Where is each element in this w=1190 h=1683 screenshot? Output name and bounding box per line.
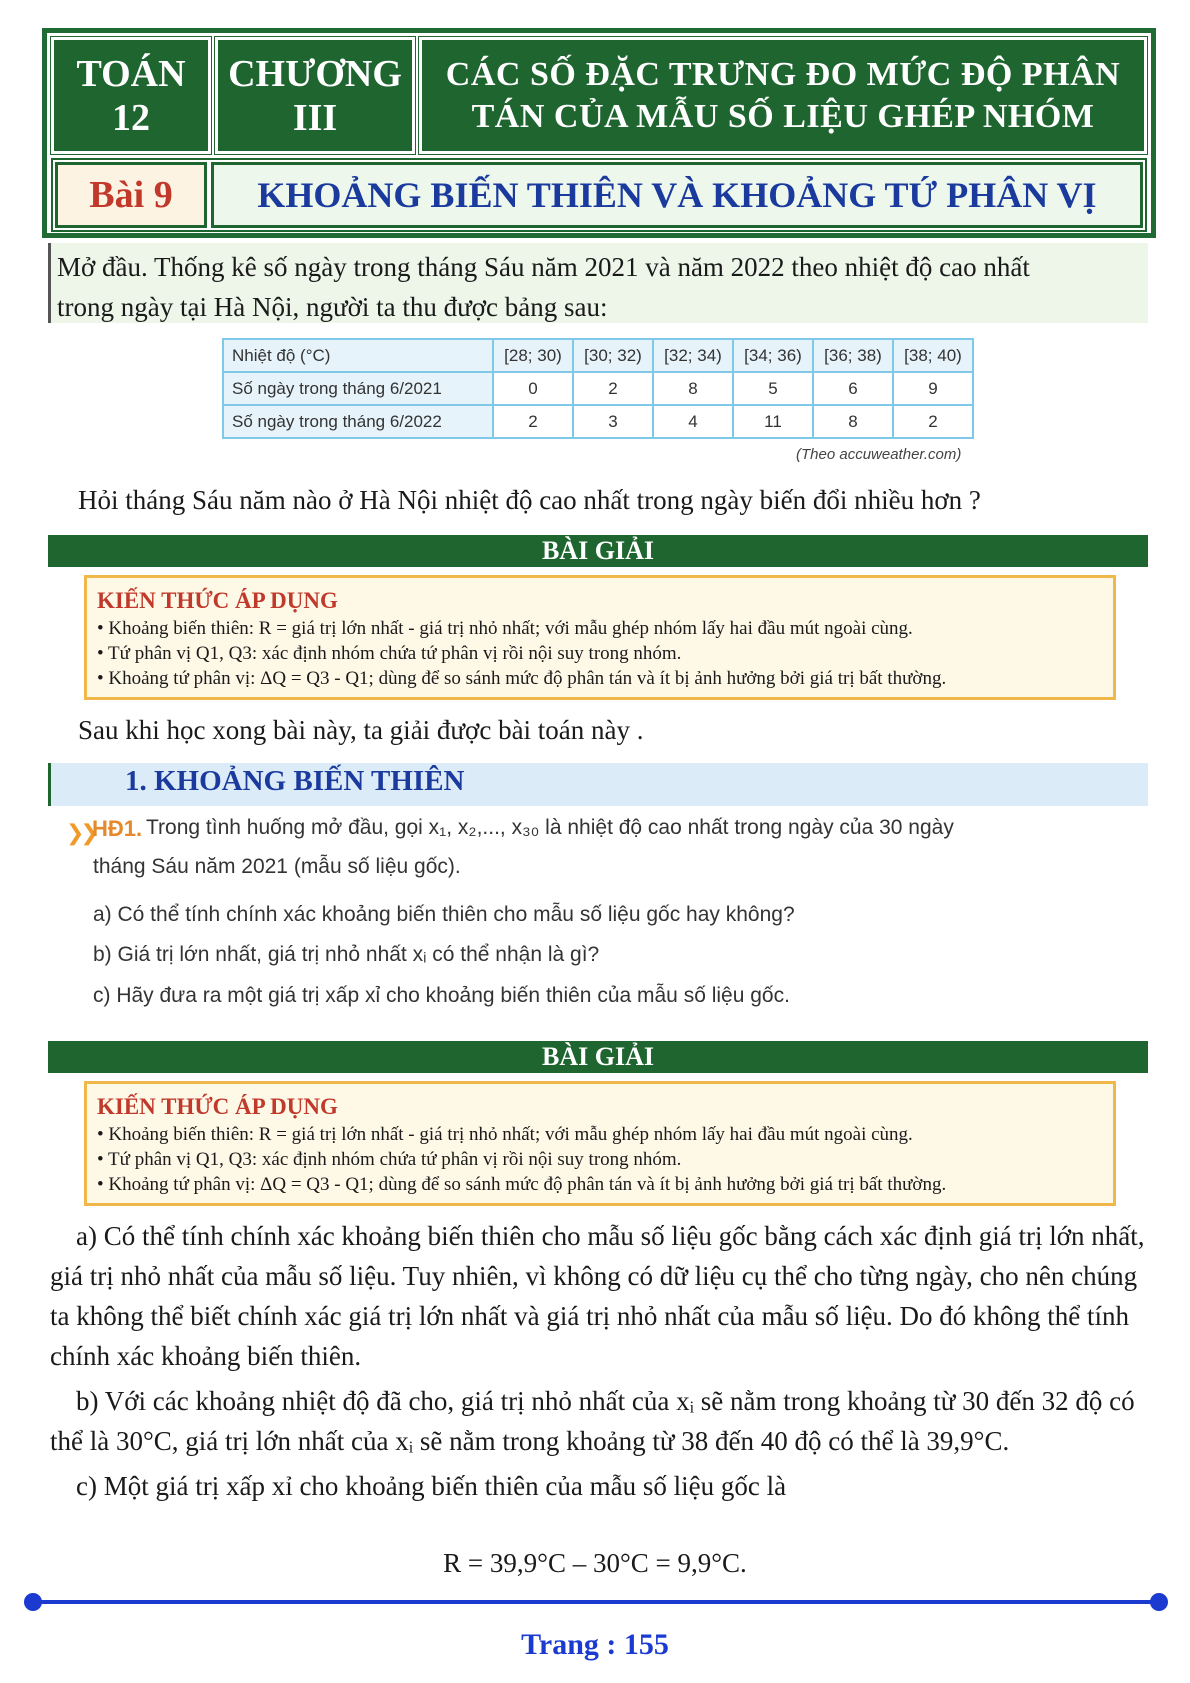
table-row [223, 372, 973, 405]
section-heading [48, 763, 1148, 806]
knowledge-title: KIẾN THỨC ÁP DỤNG [97, 1094, 338, 1119]
knowledge-item: • Khoảng tứ phân vị: ΔQ = Q3 - Q1; dùng để so sánh mức độ phân tán và ít bị ảnh hưởng bởi giá trị bất thường. [97, 1174, 947, 1195]
chapter-title-cell [419, 37, 1147, 154]
table-cell: [28; 30) [493, 339, 573, 372]
subject-grade: 12 [111, 96, 150, 139]
table-header-row [223, 339, 973, 372]
subject-cell [51, 37, 211, 154]
knowledge-item: • Tứ phân vị Q1, Q3: xác định nhóm chứa tứ phân vị rồi nội suy trong nhóm. [97, 1149, 682, 1170]
intro-question: Hỏi tháng Sáu năm nào ở Hà Nội nhiệt độ cao nhất trong ngày biến đổi nhiều hơn ? [78, 485, 981, 515]
solution-bar: BÀI GIẢI [48, 1041, 1148, 1073]
answer-a: a) Có thể tính chính xác khoảng biến thiên cho mẫu số liệu gốc bằng cách xác định giá trị lớn nhất, giá trị nhỏ nhất của mẫu số liệu. Tuy nhiên, vì không có dữ liệu cụ thể cho từng ngày, cho nên chúng ta không thể biết chính xác giá trị lớn nhất và giá trị nhỏ nhất của mẫu số liệu. Do đó không thể tính chính xác khoảng biến thiên. [50, 1221, 1145, 1371]
chapter-cell [215, 37, 415, 154]
table-cell: [34; 36) [733, 339, 813, 372]
activity-line: Trong tình huống mở đầu, gọi x₁, x₂,..., x₃₀ là nhiệt độ cao nhất trong ngày của 30 ngày [146, 816, 954, 839]
intro-line-1: Mở đầu. Thống kê số ngày trong tháng Sáu năm 2021 và năm 2022 theo nhiệt độ cao nhất [57, 252, 1030, 282]
knowledge-item: • Tứ phân vị Q1, Q3: xác định nhóm chứa tứ phân vị rồi nội suy trong nhóm. [97, 643, 682, 664]
footer-line [32, 1600, 1160, 1604]
answer-b: b) Với các khoảng nhiệt độ đã cho, giá trị nhỏ nhất của xᵢ sẽ nằm trong khoảng từ 30 đến 32 độ có thể là 30°C, giá trị lớn nhất của xᵢ sẽ nằm trong khoảng từ 38 đến 40 độ có thể là 39,9°C. [50, 1386, 1135, 1456]
table-cell: 9 [893, 372, 973, 405]
solution-bar: BÀI GIẢI [48, 535, 1148, 567]
activity-line: tháng Sáu năm 2021 (mẫu số liệu gốc). [93, 855, 461, 878]
table-cell: 0 [493, 372, 573, 405]
knowledge-item: • Khoảng biến thiên: R = giá trị lớn nhất - giá trị nhỏ nhất; với mẫu ghép nhóm lấy hai đầu mút ngoài cùng. [97, 618, 913, 639]
table-cell: 2 [573, 372, 653, 405]
chapter-title-line2: TÁN CỦA MẪU SỐ LIỆU GHÉP NHÓM [471, 97, 1095, 135]
chapter-title-line1: CÁC SỐ ĐẶC TRƯNG ĐO MỨC ĐỘ PHÂN [445, 55, 1121, 93]
header-lesson-row [51, 158, 1147, 232]
header-top-row [51, 37, 1147, 154]
lesson-number: Bài 9 [55, 162, 207, 228]
table-cell: 6 [813, 372, 893, 405]
table-cell: 11 [733, 405, 813, 438]
answer-formula: R = 39,9°C – 30°C = 9,9°C. [443, 1548, 747, 1578]
table-source: (Theo accuweather.com) [796, 446, 962, 463]
activity-item-a: a) Có thể tính chính xác khoảng biến thiên cho mẫu số liệu gốc hay không? [93, 903, 795, 926]
table-cell: 2 [493, 405, 573, 438]
table-cell: [38; 40) [893, 339, 973, 372]
section-title: 1. KHOẢNG BIẾN THIÊN [125, 765, 465, 797]
activity-tag: HĐ1. [92, 816, 143, 841]
table-cell: Số ngày trong tháng 6/2021 [223, 372, 493, 405]
footer-dot-right [1150, 1593, 1168, 1611]
table-cell: Số ngày trong tháng 6/2022 [223, 405, 493, 438]
activity-item-b: b) Giá trị lớn nhất, giá trị nhỏ nhất xᵢ có thể nhận là gì? [93, 943, 600, 966]
activity-item-c: c) Hãy đưa ra một giá trị xấp xỉ cho khoảng biến thiên của mẫu số liệu gốc. [93, 984, 790, 1007]
table-cell: Nhiệt độ (°C) [223, 339, 493, 372]
chapter-label: CHƯƠNG [228, 52, 402, 95]
after-intro-text: Sau khi học xong bài này, ta giải được bài toán này . [78, 715, 644, 745]
table-cell: 8 [653, 372, 733, 405]
knowledge-box [84, 575, 1116, 700]
lesson-title: KHOẢNG BIẾN THIÊN VÀ KHOẢNG TỨ PHÂN VỊ [211, 162, 1143, 228]
table-cell: [36; 38) [813, 339, 893, 372]
page-header [42, 28, 1156, 238]
intro-line-2: trong ngày tại Hà Nội, người ta thu được bảng sau: [57, 292, 608, 322]
intro-paragraph [48, 243, 1148, 323]
subject-name: TOÁN [76, 52, 186, 95]
double-chevron-icon: ❯❯ [66, 820, 95, 845]
knowledge-box [84, 1081, 1116, 1206]
table-cell: [32; 34) [653, 339, 733, 372]
knowledge-item: • Khoảng biến thiên: R = giá trị lớn nhất - giá trị nhỏ nhất; với mẫu ghép nhóm lấy hai đầu mút ngoài cùng. [97, 1124, 913, 1145]
knowledge-title: KIẾN THỨC ÁP DỤNG [97, 588, 338, 613]
activity-hd1 [66, 815, 1026, 1015]
table-row [223, 405, 973, 438]
table-cell: [30; 32) [573, 339, 653, 372]
answer-block [50, 1216, 1150, 1511]
table-cell: 8 [813, 405, 893, 438]
table-cell: 4 [653, 405, 733, 438]
knowledge-item: • Khoảng tứ phân vị: ΔQ = Q3 - Q1; dùng để so sánh mức độ phân tán và ít bị ảnh hưởng bởi giá trị bất thường. [97, 668, 947, 689]
temperature-table [222, 338, 974, 439]
chapter-number: III [292, 96, 338, 139]
page-number: Trang : 155 [521, 1628, 669, 1661]
table-cell: 3 [573, 405, 653, 438]
table-cell: 2 [893, 405, 973, 438]
answer-c: c) Một giá trị xấp xỉ cho khoảng biến thiên của mẫu số liệu gốc là [76, 1471, 787, 1501]
table-cell: 5 [733, 372, 813, 405]
